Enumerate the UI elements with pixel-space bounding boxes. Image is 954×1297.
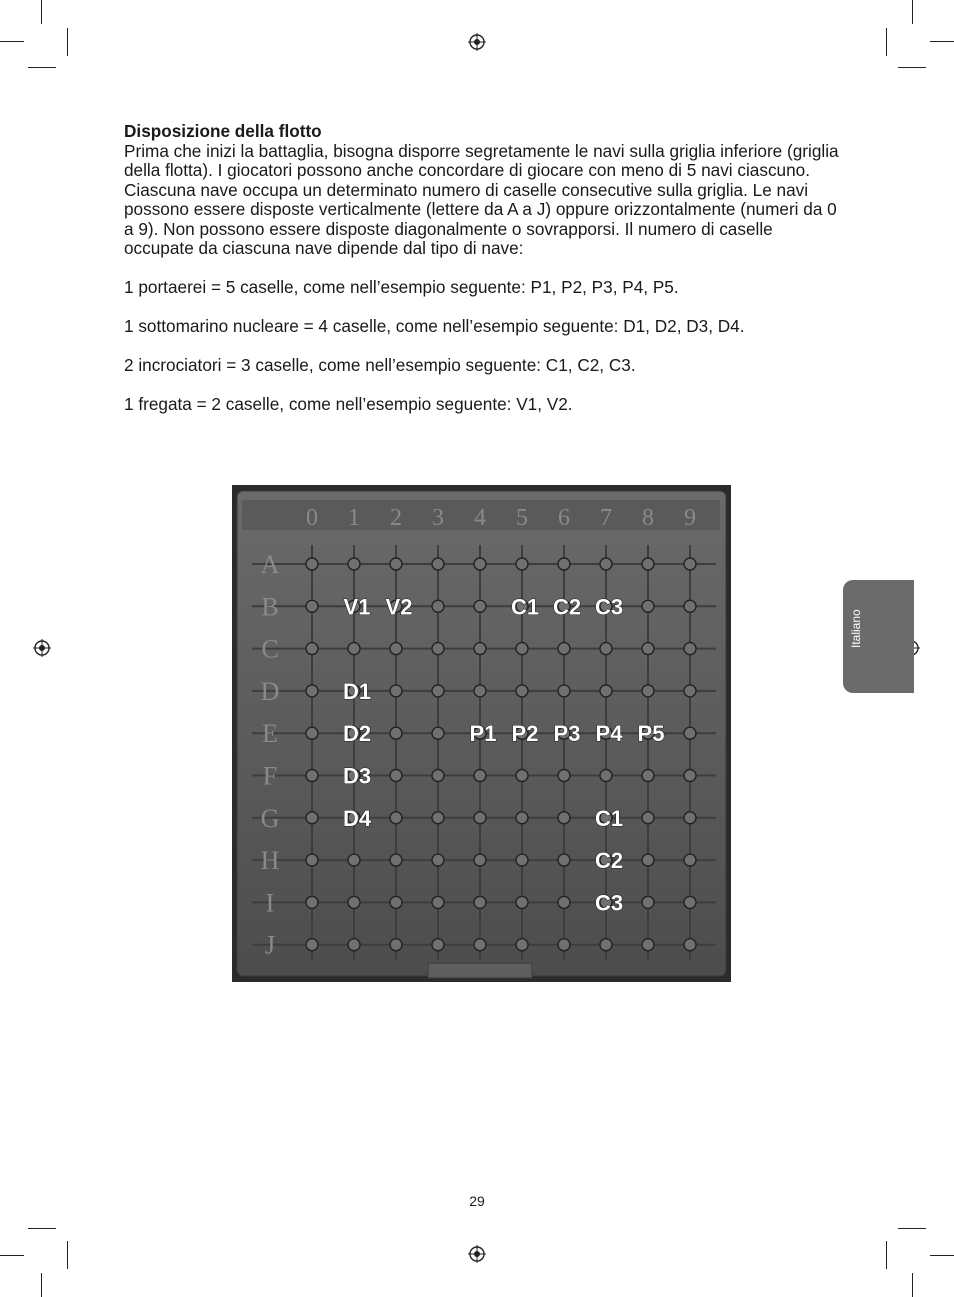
peg-hole [600, 939, 612, 951]
section-heading: Disposizione della flotto [124, 121, 322, 141]
ship-marker: C3 [594, 890, 624, 916]
peg-hole [348, 896, 360, 908]
peg-hole [684, 685, 696, 697]
ship-marker: V2 [385, 594, 413, 620]
row-label: G [260, 803, 280, 833]
peg-hole [306, 727, 318, 739]
peg-hole [348, 643, 360, 655]
peg-hole [684, 896, 696, 908]
crop-mark [67, 1241, 68, 1269]
peg-hole [432, 939, 444, 951]
column-label: 4 [474, 505, 486, 531]
crop-mark [898, 1228, 926, 1229]
crop-mark [912, 0, 913, 24]
peg-hole [558, 685, 570, 697]
ship-marker: P3 [553, 721, 581, 747]
crop-mark [898, 67, 926, 68]
ship-marker: C1 [594, 805, 624, 831]
peg-hole [684, 770, 696, 782]
peg-hole [684, 727, 696, 739]
ship-marker: P4 [595, 721, 623, 747]
peg-hole [684, 812, 696, 824]
column-label: 9 [684, 505, 696, 531]
peg-hole [348, 939, 360, 951]
crop-mark [28, 67, 56, 68]
row-label: J [264, 930, 276, 960]
peg-hole [642, 600, 654, 612]
peg-hole [600, 558, 612, 570]
peg-hole [684, 558, 696, 570]
crop-mark [0, 41, 24, 42]
peg-hole [558, 558, 570, 570]
ship-marker: D3 [342, 763, 372, 789]
peg-hole [684, 643, 696, 655]
registration-mark-icon [468, 1245, 486, 1263]
row-label: B [261, 592, 279, 622]
ship-marker: C1 [510, 594, 540, 620]
peg-hole [432, 685, 444, 697]
ship-marker: D2 [342, 721, 372, 747]
peg-hole [306, 685, 318, 697]
language-tab-label: Italiano [849, 609, 863, 648]
peg-hole [432, 643, 444, 655]
paragraph: Ciascuna nave occupa un determinato numero di caselle consecutive sulla griglia. Le navi possono essere disposte verticalmente (lettere da A a J) oppure orizzontalmente (numeri da 0 a 9). Non possono essere disposte diagonalmente o sovrapporsi. Il numero di caselle occupate da ciascuna nave dipende dal tipo di nave: [124, 179, 837, 258]
peg-hole [516, 558, 528, 570]
column-label: 6 [558, 505, 570, 531]
peg-hole [306, 939, 318, 951]
peg-hole [516, 854, 528, 866]
crop-mark [930, 41, 954, 42]
ship-marker: P5 [637, 721, 665, 747]
ship-rule: 1 portaerei = 5 caselle, come nell’esempio seguente: P1, P2, P3, P4, P5. [124, 277, 679, 297]
crop-mark [886, 1241, 887, 1269]
peg-hole [516, 939, 528, 951]
peg-hole [600, 685, 612, 697]
peg-hole [390, 854, 402, 866]
peg-hole [474, 939, 486, 951]
row-label: A [260, 550, 280, 579]
crop-mark [0, 1255, 24, 1256]
column-label: 8 [642, 505, 654, 531]
ship-marker: D1 [342, 678, 372, 704]
peg-hole [432, 558, 444, 570]
peg-hole [432, 770, 444, 782]
row-label: D [260, 676, 280, 706]
peg-hole [684, 600, 696, 612]
ship-marker: C2 [552, 594, 582, 620]
peg-hole [516, 770, 528, 782]
peg-hole [558, 812, 570, 824]
peg-hole [390, 896, 402, 908]
peg-hole [432, 727, 444, 739]
crop-mark [41, 1273, 42, 1297]
peg-hole [474, 770, 486, 782]
peg-hole [642, 939, 654, 951]
row-label: C [261, 634, 279, 664]
peg-hole [390, 643, 402, 655]
peg-hole [306, 770, 318, 782]
crop-mark [67, 28, 68, 56]
row-label: I [265, 888, 275, 918]
page-number: 29 [469, 1193, 485, 1209]
peg-hole [642, 770, 654, 782]
peg-hole [474, 854, 486, 866]
peg-hole [390, 770, 402, 782]
row-label: H [260, 846, 280, 876]
column-label: 1 [348, 505, 360, 531]
peg-hole [390, 558, 402, 570]
peg-hole [558, 896, 570, 908]
game-board-illustration [232, 485, 731, 982]
peg-hole [432, 896, 444, 908]
peg-hole [306, 854, 318, 866]
peg-hole [306, 812, 318, 824]
peg-hole [390, 685, 402, 697]
column-label: 7 [600, 505, 612, 531]
peg-hole [390, 812, 402, 824]
crop-mark [930, 1255, 954, 1256]
peg-hole [642, 812, 654, 824]
peg-hole [432, 854, 444, 866]
peg-hole [306, 558, 318, 570]
peg-hole [474, 685, 486, 697]
peg-hole [432, 812, 444, 824]
crop-mark [28, 1228, 56, 1229]
peg-hole [558, 770, 570, 782]
registration-mark-icon [468, 33, 486, 51]
peg-hole [642, 558, 654, 570]
peg-hole [558, 643, 570, 655]
peg-hole [306, 896, 318, 908]
peg-hole [348, 558, 360, 570]
peg-hole [642, 643, 654, 655]
peg-hole [348, 854, 360, 866]
peg-hole [642, 685, 654, 697]
peg-hole [306, 643, 318, 655]
registration-mark-icon [33, 639, 51, 657]
ship-marker: V1 [343, 594, 371, 620]
crop-mark [886, 28, 887, 56]
peg-hole [474, 600, 486, 612]
peg-hole [642, 854, 654, 866]
peg-hole [432, 600, 444, 612]
peg-hole [600, 643, 612, 655]
column-label: 3 [432, 505, 444, 531]
peg-hole [684, 939, 696, 951]
instructions-text [124, 122, 844, 415]
ship-rule: 1 sottomarino nucleare = 4 caselle, come nell’esempio seguente: D1, D2, D3, D4. [124, 316, 745, 336]
ship-rule: 1 fregata = 2 caselle, come nell’esempio seguente: V1, V2. [124, 394, 573, 414]
peg-hole [516, 896, 528, 908]
column-label: 0 [306, 505, 318, 531]
row-label: F [262, 761, 278, 791]
ship-marker: C3 [594, 594, 624, 620]
peg-hole [516, 812, 528, 824]
ship-rule: 2 incrociatori = 3 caselle, come nell’esempio seguente: C1, C2, C3. [124, 355, 636, 375]
peg-hole [684, 854, 696, 866]
peg-hole [306, 600, 318, 612]
peg-hole [558, 854, 570, 866]
peg-hole [558, 939, 570, 951]
ship-marker: P2 [511, 721, 539, 747]
peg-hole [390, 727, 402, 739]
ship-marker: C2 [594, 848, 624, 874]
crop-mark [41, 0, 42, 24]
column-label: 5 [516, 505, 528, 531]
peg-hole [600, 770, 612, 782]
peg-hole [516, 643, 528, 655]
ship-marker: P1 [469, 721, 497, 747]
column-label: 2 [390, 505, 402, 531]
peg-hole [474, 812, 486, 824]
crop-mark [912, 1273, 913, 1297]
peg-hole [474, 896, 486, 908]
peg-hole [642, 896, 654, 908]
peg-hole [390, 939, 402, 951]
peg-hole [474, 643, 486, 655]
paragraph: Prima che inizi la battaglia, bisogna disporre segretamente le navi sulla griglia inferiore (griglia della flotta). I giocatori possono anche concordare di giocare con meno di 5 navi ciascuno. [124, 140, 839, 180]
peg-hole [516, 685, 528, 697]
ship-marker: D4 [342, 805, 372, 831]
peg-hole [474, 558, 486, 570]
row-label: E [262, 719, 278, 749]
